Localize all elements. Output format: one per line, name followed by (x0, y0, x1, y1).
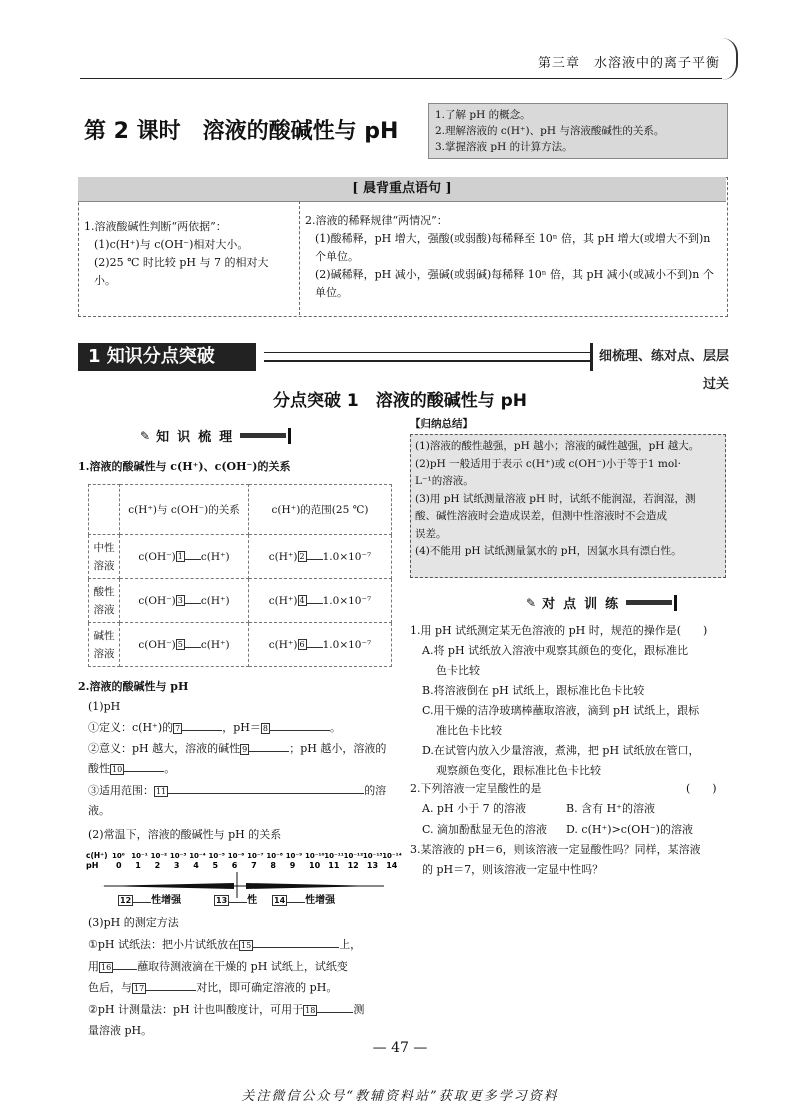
base-label: 14 性增强 (274, 895, 336, 906)
ch-tick-label: 10⁻¹² (343, 852, 364, 860)
banner-slogan: 细梳理、练对点、层层过关 (590, 343, 729, 371)
section-banner (78, 343, 729, 392)
ph-tick-label: 14 (386, 861, 398, 870)
ch-tick-label: 10⁻¹¹ (324, 852, 344, 860)
section-title: 分点突破 1 溶液的酸碱性与 pH (272, 391, 528, 411)
head-bar (626, 600, 672, 605)
option-a: A. pH 小于 7 的溶液 (422, 802, 527, 815)
question-1-options: A.将 pH 试纸放入溶液中观察其颜色的变化，跟标准比 色卡比较 B.将溶液倒在 pH 试纸上，跟标准比色卡比较 C.用干燥的洁净玻璃棒蘸取溶液，滴到 pH 试纸上，跟标 准比色卡比较 D.在试管内放入少量溶液，煮沸，把 pH 试纸放在管口， 观察颜色变化，跟标准比色卡比较 (422, 644, 700, 777)
ch-tick-label: 10⁻⁷ (247, 852, 264, 860)
ph-tick-label: 9 (289, 861, 296, 870)
banner-rule (264, 352, 590, 362)
acidity-table: c(H⁺)与 c(OH⁻)的关系 c(H⁺)的范围(25 ℃) 中性溶液 c(OH⁻) 1 c(H⁺) c(H⁺) 2 1.0×10⁻⁷ 酸性溶液 c(OH⁻) 3 c(H⁺) c(H⁺) 4 1.0×10⁻⁷ 碱性溶液 c(OH⁻) 5 c(H⁺) c(H⁺) 6 1.0×10⁻⁷ (88, 484, 392, 667)
recite-right: 2.溶液的稀释规律“两情况”： (1)酸稀释，pH 增大，强酸(或弱酸)每稀释至 10ⁿ 倍，其 pH 增大(或增大不到)n 个单位。 (2)碱稀释，pH 减小，强碱(或弱碱)每稀释 10ⁿ 倍，其 pH 减小(或减小不到)n 个单位。 (305, 214, 714, 299)
ph-tick-label: 11 (328, 861, 340, 870)
pencil-icon: ✎ (526, 595, 537, 610)
chapter-title: 第三章 水溶液中的离子平衡 (537, 56, 720, 71)
ph-tick-label: 3 (173, 861, 180, 870)
option-d: D. c(H⁺)>c(OH⁻)的溶液 (566, 823, 693, 836)
ch-tick-label: 10⁻¹⁰ (305, 852, 325, 860)
question-2-answer: ( ) (686, 782, 717, 795)
header-rule (80, 78, 722, 79)
ch-tick-label: 10⁰ (112, 852, 125, 860)
ph-tick-label: 7 (251, 861, 257, 870)
ch-tick-label: 10⁻¹ (131, 852, 148, 860)
item2-title: 2.溶液的酸碱性与 pH (78, 680, 189, 693)
objective-item: 1.了解 pH 的概念。 (435, 109, 531, 121)
table-row: 酸性溶液 c(OH⁻) 3 c(H⁺) c(H⁺) 4 1.0×10⁻⁷ (89, 579, 392, 623)
option-b: B. 含有 H⁺的溶液 (566, 802, 655, 815)
recite-title: [ 晨背重点语句 ] (78, 177, 726, 202)
measure-line1: ①pH 试纸法：把小片试纸放在 15 上， (88, 938, 362, 951)
objective-item: 3.掌握溶液 pH 的计算方法。 (435, 141, 573, 153)
head-bar-end (288, 428, 291, 444)
ch-label: c(H⁺) (86, 851, 108, 860)
lesson-title: 第 2 课时 溶液的酸碱性与 pH (84, 119, 399, 144)
relation-head: (2)常温下，溶液的酸碱性与 pH 的关系 (88, 828, 282, 841)
ch-tick-label: 10⁻² (150, 852, 168, 860)
ch-tick-label: 10⁻⁵ (208, 852, 226, 860)
ph-tick-label: 5 (212, 861, 219, 870)
measure-line5: 量溶液 pH。 (88, 1024, 153, 1037)
ph-range: ③适用范围： 11 的溶液。 (88, 784, 387, 817)
table-row: 中性溶液 c(OH⁻) 1 c(H⁺) c(H⁺) 2 1.0×10⁻⁷ (89, 535, 392, 579)
ph-tick-label: 6 (231, 861, 238, 870)
ph-tick-label: 0 (116, 861, 122, 870)
measure-line2: 用 16 蘸取待测液滴在干燥的 pH 试纸上，试纸变 (88, 960, 348, 973)
recite-left: 1.溶液酸碱性判断“两依据”： (1)c(H⁺)与 c(OH⁻)相对大小。 (2)25 ℃ 时比较 pH 与 7 的相对大小。 (84, 220, 269, 287)
summary-tag: 【归纳总结】 (410, 418, 473, 430)
ph-tick-label: 12 (347, 861, 359, 870)
ph-tick-label: 13 (366, 861, 379, 870)
header-decoration (722, 38, 738, 80)
measure-line3: 色后，与 17 对比，即可确定溶液的 pH。 (88, 981, 338, 994)
objective-item: 2.理解溶液的 c(H⁺)、pH 与溶液酸碱性的关系。 (435, 125, 665, 137)
page-number: — 47 — (372, 1040, 428, 1056)
ch-tick-label: 10⁻¹⁴ (382, 852, 402, 860)
table-row: 碱性溶液 c(OH⁻) 5 c(H⁺) c(H⁺) 6 1.0×10⁻⁷ (89, 623, 392, 667)
head-bar (240, 433, 286, 438)
recite-divider (299, 201, 300, 315)
summary-box: (1)溶液的酸性越强，pH 越小；溶液的碱性越强，pH 越大。 (2)pH 一般适用于表示 c(H⁺)或 c(OH⁻)小于等于1 mol· L⁻¹的溶液。 (3)用 pH 试纸测量溶液 pH 时，试纸不能润湿，若润湿，测 酸、碱性溶液时会造成误差，但测中性溶液时不会造成 误差。 (4)不能用 pH 试纸测量氯水的 pH，因氯水具有漂白性。 (410, 434, 726, 578)
question-1: 1.用 pH 试纸测定某无色溶液的 pH 时，规范的操作是( ) (410, 624, 708, 637)
acid-arrow (100, 883, 234, 889)
question-2: 2.下列溶液一定呈酸性的是 (410, 782, 542, 795)
option-c: C. 滴加酚酞显无色的溶液 (422, 823, 548, 836)
ch-tick-label: 10⁻⁸ (266, 852, 283, 860)
ph-meaning: ②意义：pH 越大，溶液的碱性 9 ；pH 越小，溶液的酸性 10 。 (88, 742, 387, 775)
acid-label: 12 性增强 (120, 895, 182, 906)
pencil-icon: ✎ (140, 428, 151, 443)
practice-head: ✎ 对点训练 (526, 593, 677, 612)
ph-head: (1)pH (88, 700, 121, 713)
neutral-label: 13 性 (216, 895, 258, 906)
ch-tick-label: 10⁻³ (169, 852, 187, 860)
ch-tick-label: 10⁻¹³ (362, 852, 383, 860)
ph-tick-label: 10 (309, 861, 321, 870)
ph-tick-label: 1 (135, 861, 141, 870)
ph-tick-label: 4 (193, 861, 199, 870)
measure-line4: ②pH 计测量法：pH 计也叫酸度计，可用于 18 测 (88, 1003, 365, 1016)
knowledge-head: ✎ 知识梳理 (140, 426, 291, 445)
ph-tick-label: 8 (270, 861, 276, 870)
ch-tick-label: 10⁻⁴ (189, 852, 206, 860)
ph-label: pH (86, 861, 99, 870)
item1-title: 1.溶液的酸碱性与 c(H⁺)、c(OH⁻)的关系 (78, 460, 291, 473)
base-arrow (246, 883, 380, 889)
footer-note: 关注微信公众号“教辅资料站”获取更多学习资料 (241, 1089, 559, 1104)
ph-tick-label: 2 (154, 861, 161, 870)
banner-title: 1 知识分点突破 (78, 343, 256, 371)
ph-definition: ①定义：c(H⁺)的 7 ，pH＝ 8 。 (88, 721, 341, 734)
head-bar-end (674, 595, 677, 611)
measure-head: (3)pH 的测定方法 (88, 916, 179, 929)
objectives-box (428, 103, 728, 159)
question-3: 3.某溶液的 pH＝6，则该溶液一定显酸性吗？同样，某溶液 的 pH＝7，则该溶液一定显中性吗？ (410, 843, 701, 876)
ch-tick-label: 10⁻⁶ (227, 852, 245, 860)
ch-tick-label: 10⁻⁹ (285, 852, 303, 860)
